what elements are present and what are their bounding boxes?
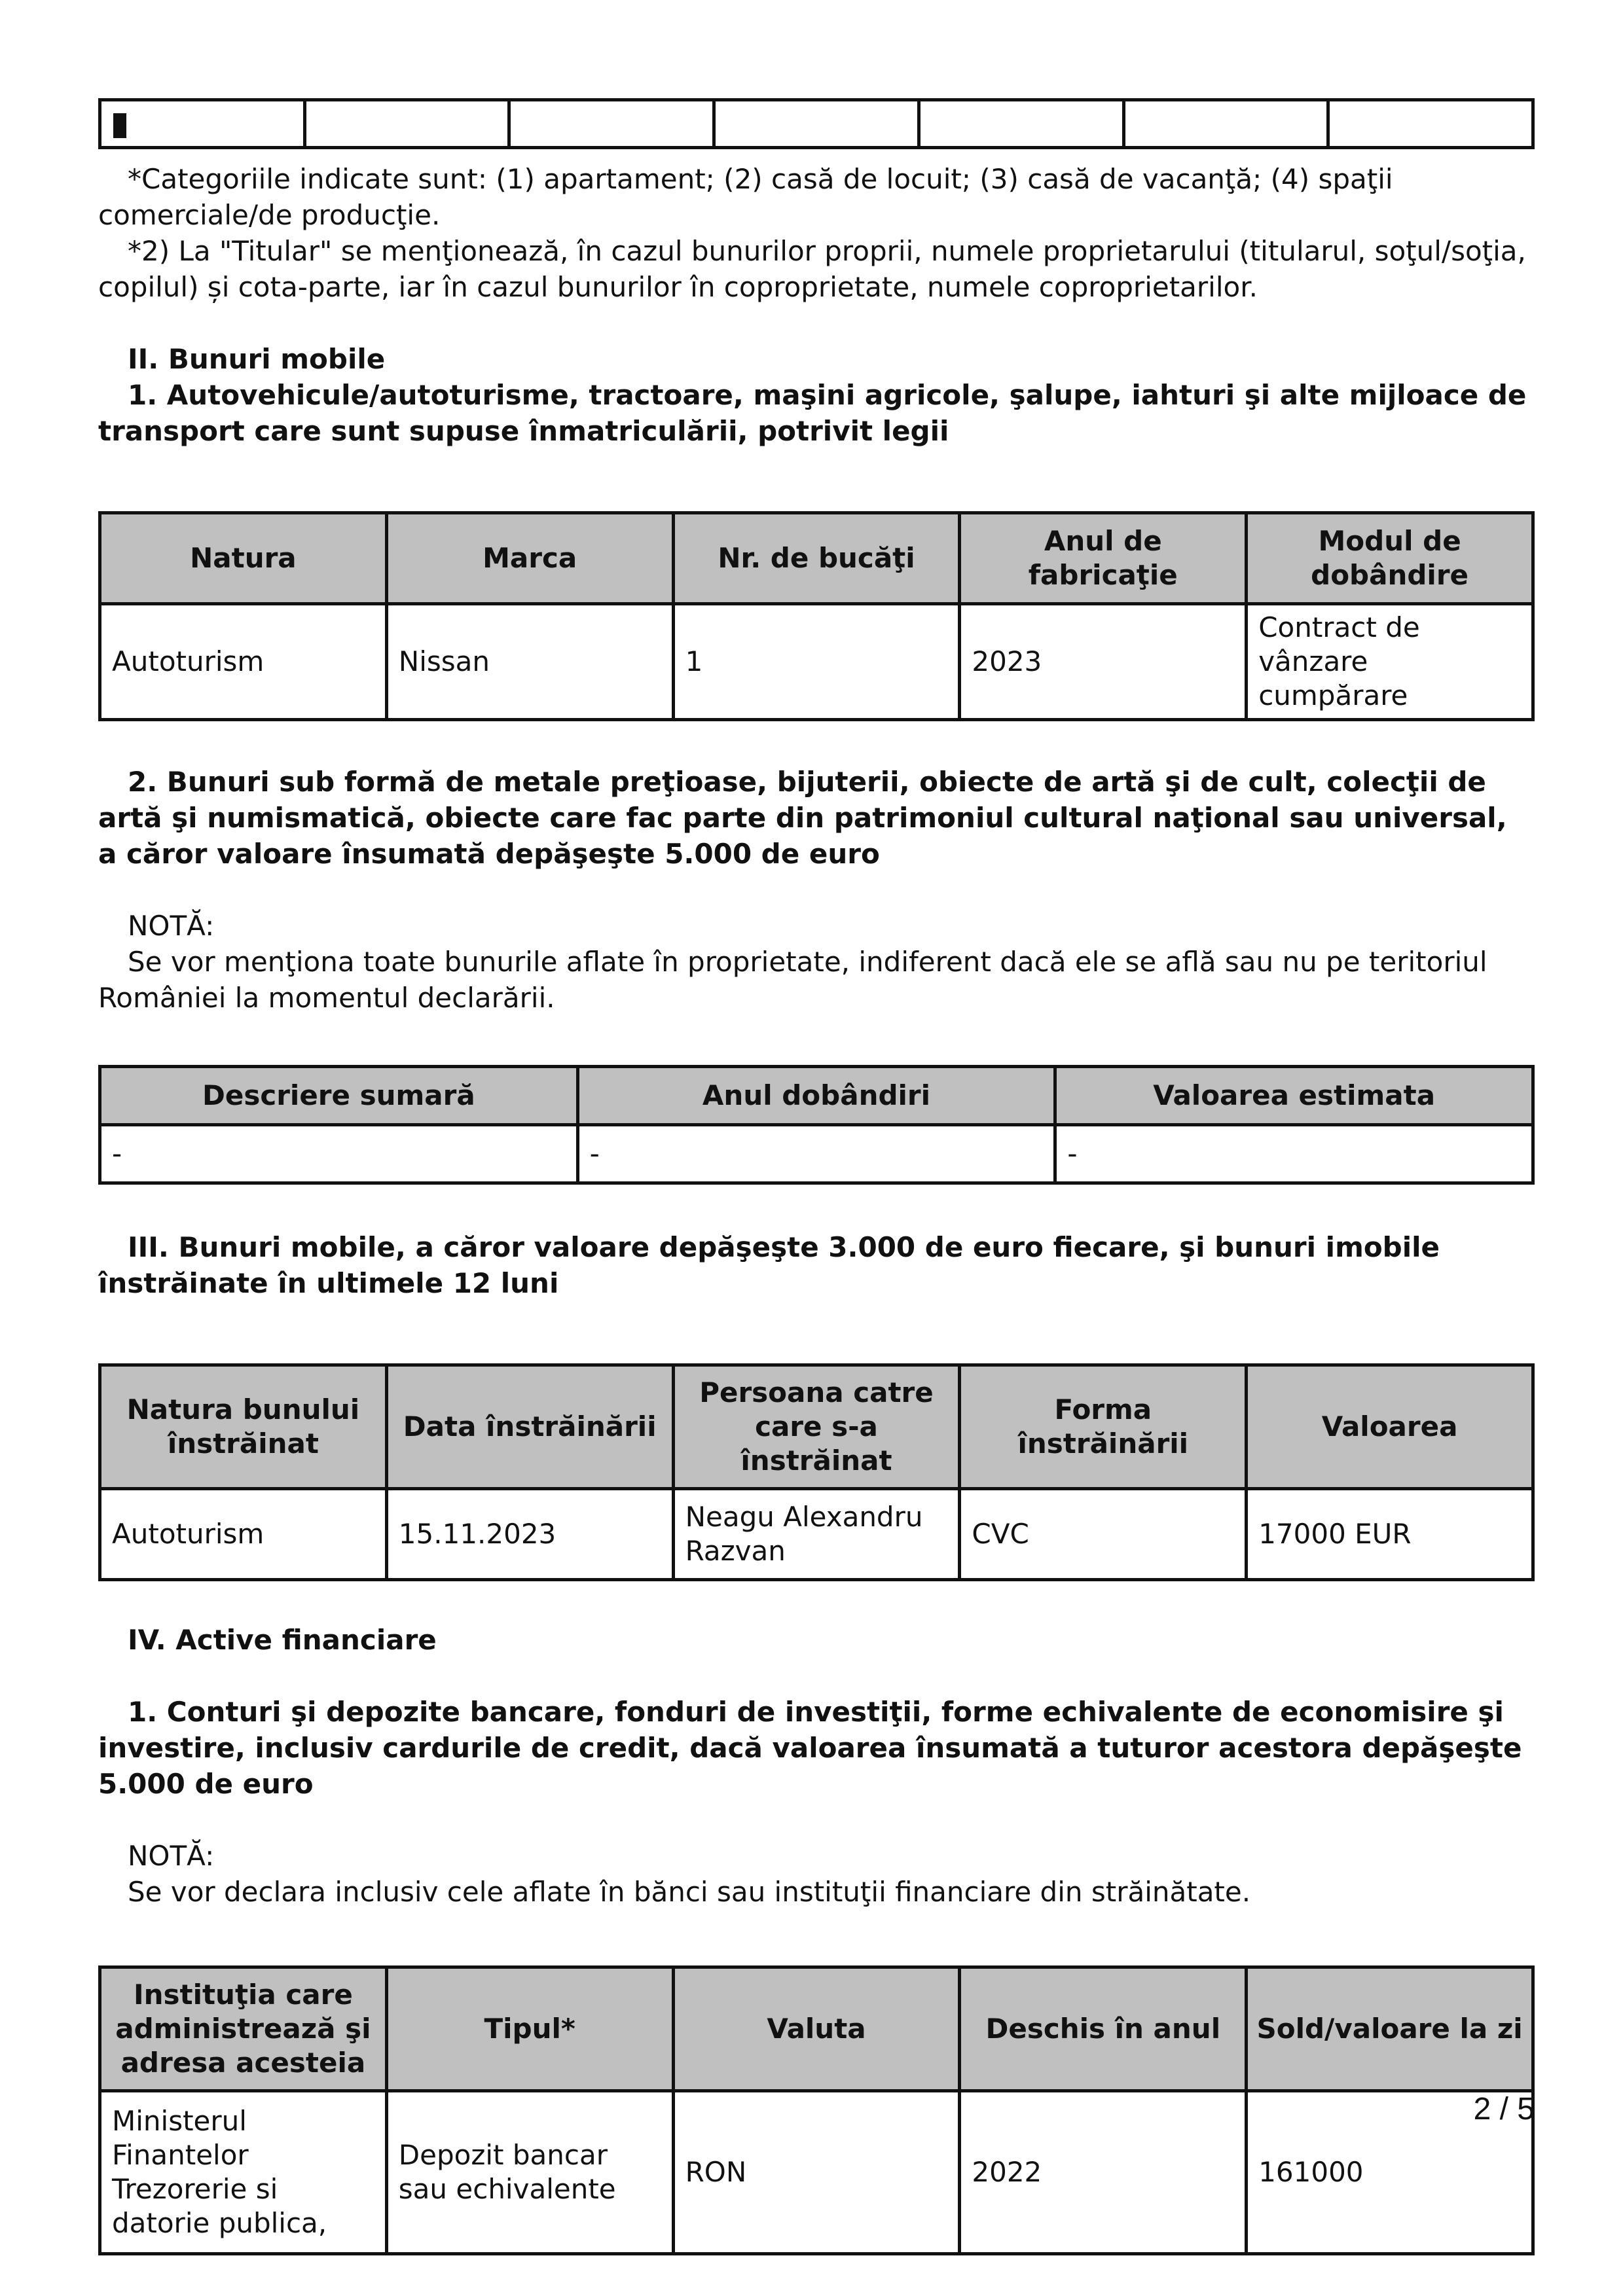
table-cell: Contract de vânzare cumpărare — [1247, 604, 1533, 720]
table-cell: 161000 — [1247, 2091, 1533, 2254]
column-header: Deschis în anul — [960, 1967, 1247, 2091]
document-page — [98, 98, 1535, 2255]
table-cell: Nissan — [386, 604, 673, 720]
section-heading-active-financiare: IV. Active financiare — [128, 1624, 437, 1656]
table-cell — [509, 100, 714, 148]
valuables-table — [98, 1065, 1535, 1185]
column-header: Valoarea — [1247, 1365, 1533, 1489]
subsection-heading-conturi: 1. Conturi şi depozite bancare, fonduri de investiţii, forme echivalente de economisire şi investire, inclusiv cardurile de credit, dacă valoarea însumată a tuturor acestora depăşeşte 5.000 de euro — [98, 1696, 1522, 1800]
alienated-goods-table — [98, 1363, 1535, 1581]
note-text: Se vor declara inclusiv cele aflate în bănci sau instituţii financiare din străinătate. — [128, 1876, 1251, 1908]
table-cell: Neagu Alexandru Razvan — [673, 1489, 960, 1580]
note-text: Se vor menţiona toate bunurile aflate în proprietate, indiferent dacă ele se află sau nu pe teritoriul României la momentul declarării. — [98, 946, 1487, 1014]
table-cell: CVC — [960, 1489, 1247, 1580]
table-cell: Autoturism — [100, 604, 387, 720]
bank-accounts-table — [98, 1965, 1535, 2255]
table-header-row — [100, 513, 1533, 604]
column-header: Instituţia care administrează şi adresa acesteia — [100, 1967, 387, 2091]
table-cell: - — [1055, 1125, 1533, 1183]
column-header: Descriere sumară — [100, 1067, 578, 1125]
table-row — [100, 1125, 1533, 1183]
page-number: 2 / 5 — [1473, 2092, 1535, 2126]
table-row — [100, 100, 1533, 148]
column-header: Anul dobândiri — [577, 1067, 1055, 1125]
column-header: Nr. de bucăţi — [673, 513, 960, 604]
section-heading-bunuri-mobile: II. Bunuri mobile — [128, 343, 386, 375]
table-cell — [1123, 100, 1328, 148]
table-cell: 2023 — [960, 604, 1247, 720]
column-header: Marca — [386, 513, 673, 604]
note-label: NOTĂ: — [128, 1840, 215, 1872]
column-header: Modul de dobândire — [1247, 513, 1533, 604]
column-header: Valuta — [673, 1967, 960, 2091]
table-cell: 2022 — [960, 2091, 1247, 2254]
column-header: Persoana catre care s-a înstrăinat — [673, 1365, 960, 1489]
table-header-row — [100, 1067, 1533, 1125]
table-cell — [1328, 100, 1533, 148]
table-cell: 15.11.2023 — [386, 1489, 673, 1580]
table-cell: Autoturism — [100, 1489, 387, 1580]
note-label: NOTĂ: — [128, 910, 215, 942]
table-cell — [919, 100, 1123, 148]
table-row — [100, 1489, 1533, 1580]
table-cell — [714, 100, 919, 148]
column-header: Valoarea estimata — [1055, 1067, 1533, 1125]
vehicles-table — [98, 511, 1535, 721]
table-cell: 1 — [673, 604, 960, 720]
table-row — [100, 2091, 1533, 2254]
cursor-marker — [113, 113, 126, 138]
table-cell: Depozit bancar sau echivalente — [386, 2091, 673, 2254]
table-header-row — [100, 1967, 1533, 2091]
table-row — [100, 604, 1533, 720]
column-header: Forma înstrăinării — [960, 1365, 1247, 1489]
column-header: Anul de fabricaţie — [960, 513, 1247, 604]
table-cell: - — [100, 1125, 578, 1183]
column-header: Data înstrăinării — [386, 1365, 673, 1489]
column-header: Tipul* — [386, 1967, 673, 2091]
table-cell: 17000 EUR — [1247, 1489, 1533, 1580]
table-cell — [100, 100, 305, 148]
subsection-heading-autovehicule: 1. Autovehicule/autoturisme, tractoare, maşini agricole, şalupe, iahturi şi alte mijloace de transport care sunt supuse înmatriculării, potrivit legii — [98, 379, 1527, 447]
column-header: Natura bunului înstrăinat — [100, 1365, 387, 1489]
column-header: Natura — [100, 513, 387, 604]
table-header-row — [100, 1365, 1533, 1489]
previous-table-fragment — [98, 98, 1535, 149]
table-cell: RON — [673, 2091, 960, 2254]
footnote-categories: *Categoriile indicate sunt: (1) apartament; (2) casă de locuit; (3) casă de vacanţă; (4) spaţii comerciale/de producţie. — [98, 163, 1393, 231]
column-header: Sold/valoare la zi — [1247, 1967, 1533, 2091]
table-cell: Ministerul Finantelor Trezorerie si datorie publica, — [100, 2091, 387, 2254]
footnote-titular: *2) La "Titular" se menţionează, în cazul bunurilor proprii, numele proprietarului (titularul, soţul/soţia, copilul) și cota-parte, iar în cazul bunurilor în coproprietate, numele coproprietarilor. — [98, 235, 1526, 303]
table-cell — [304, 100, 509, 148]
subsection-heading-bunuri-pretioase: 2. Bunuri sub formă de metale preţioase, bijuterii, obiecte de artă şi de cult, colecţii de artă şi numismatică, obiecte care fac parte din patrimoniul cultural naţional sau universal, a căror valoare însumată depăşeşte 5.000 de euro — [98, 766, 1507, 870]
section-heading-bunuri-instrainate: III. Bunuri mobile, a căror valoare depăşeşte 3.000 de euro fiecare, şi bunuri imobile înstrăinate în ultimele 12 luni — [98, 1231, 1440, 1299]
table-cell: - — [577, 1125, 1055, 1183]
